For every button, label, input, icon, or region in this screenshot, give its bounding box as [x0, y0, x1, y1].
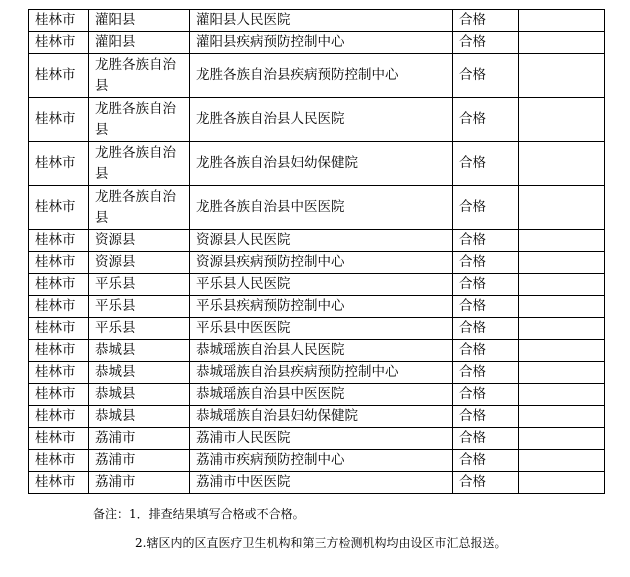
result-cell: 合格 — [453, 450, 519, 472]
extra-cell — [519, 32, 605, 54]
extra-cell — [519, 10, 605, 32]
table-row — [29, 384, 605, 406]
county-cell: 平乐县 — [89, 296, 190, 318]
extra-cell — [519, 186, 605, 230]
note-line-1: 备注：1．排查结果填写合格或不合格。 — [93, 507, 305, 521]
institution-cell: 资源县人民医院 — [190, 230, 453, 252]
institution-cell: 恭城瑶族自治县人民医院 — [190, 340, 453, 362]
result-cell: 合格 — [453, 98, 519, 142]
county-cell: 龙胜各族自治县 — [89, 142, 190, 186]
city-cell: 桂林市 — [29, 472, 89, 494]
city-cell: 桂林市 — [29, 32, 89, 54]
extra-cell — [519, 230, 605, 252]
table-row — [29, 296, 605, 318]
county-cell: 荔浦市 — [89, 472, 190, 494]
table-body — [29, 10, 605, 494]
institution-cell: 荔浦市疾病预防控制中心 — [190, 450, 453, 472]
table-row — [29, 318, 605, 340]
city-cell: 桂林市 — [29, 340, 89, 362]
institution-cell: 平乐县中医医院 — [190, 318, 453, 340]
table-row — [29, 10, 605, 32]
institution-cell: 龙胜各族自治县中医医院 — [190, 186, 453, 230]
extra-cell — [519, 318, 605, 340]
result-cell: 合格 — [453, 230, 519, 252]
table-row — [29, 252, 605, 274]
city-cell: 桂林市 — [29, 406, 89, 428]
institution-cell: 平乐县人民医院 — [190, 274, 453, 296]
institution-cell: 恭城瑶族自治县疾病预防控制中心 — [190, 362, 453, 384]
result-cell: 合格 — [453, 296, 519, 318]
institution-cell: 荔浦市人民医院 — [190, 428, 453, 450]
table-row — [29, 274, 605, 296]
county-cell: 恭城县 — [89, 340, 190, 362]
extra-cell — [519, 428, 605, 450]
extra-cell — [519, 98, 605, 142]
result-cell: 合格 — [453, 428, 519, 450]
county-cell: 荔浦市 — [89, 428, 190, 450]
city-cell: 桂林市 — [29, 428, 89, 450]
county-cell: 龙胜各族自治县 — [89, 98, 190, 142]
city-cell: 桂林市 — [29, 274, 89, 296]
county-cell: 荔浦市 — [89, 450, 190, 472]
extra-cell — [519, 142, 605, 186]
city-cell: 桂林市 — [29, 318, 89, 340]
result-cell: 合格 — [453, 186, 519, 230]
extra-cell — [519, 296, 605, 318]
table-row — [29, 142, 605, 186]
extra-cell — [519, 450, 605, 472]
table-row — [29, 54, 605, 98]
county-cell: 平乐县 — [89, 318, 190, 340]
result-cell: 合格 — [453, 54, 519, 98]
city-cell: 桂林市 — [29, 10, 89, 32]
extra-cell — [519, 274, 605, 296]
table-row — [29, 230, 605, 252]
county-cell: 恭城县 — [89, 362, 190, 384]
table-row — [29, 98, 605, 142]
table-row — [29, 450, 605, 472]
city-cell: 桂林市 — [29, 54, 89, 98]
table-row — [29, 428, 605, 450]
city-cell: 桂林市 — [29, 296, 89, 318]
city-cell: 桂林市 — [29, 384, 89, 406]
table-row — [29, 340, 605, 362]
institution-cell: 恭城瑶族自治县妇幼保健院 — [190, 406, 453, 428]
county-cell: 恭城县 — [89, 406, 190, 428]
result-cell: 合格 — [453, 406, 519, 428]
city-cell: 桂林市 — [29, 450, 89, 472]
result-cell: 合格 — [453, 384, 519, 406]
institution-cell: 灌阳县疾病预防控制中心 — [190, 32, 453, 54]
institution-cell: 龙胜各族自治县人民医院 — [190, 98, 453, 142]
extra-cell — [519, 472, 605, 494]
result-cell: 合格 — [453, 252, 519, 274]
county-cell: 灌阳县 — [89, 10, 190, 32]
result-cell: 合格 — [453, 32, 519, 54]
county-cell: 灌阳县 — [89, 32, 190, 54]
institution-cell: 资源县疾病预防控制中心 — [190, 252, 453, 274]
extra-cell — [519, 340, 605, 362]
county-cell: 资源县 — [89, 252, 190, 274]
result-cell: 合格 — [453, 10, 519, 32]
city-cell: 桂林市 — [29, 142, 89, 186]
city-cell: 桂林市 — [29, 252, 89, 274]
institution-cell: 荔浦市中医医院 — [190, 472, 453, 494]
result-cell: 合格 — [453, 142, 519, 186]
table-row — [29, 362, 605, 384]
extra-cell — [519, 54, 605, 98]
extra-cell — [519, 252, 605, 274]
result-cell: 合格 — [453, 362, 519, 384]
inspection-results-table — [28, 9, 605, 494]
result-cell: 合格 — [453, 274, 519, 296]
table-row — [29, 472, 605, 494]
county-cell: 恭城县 — [89, 384, 190, 406]
city-cell: 桂林市 — [29, 230, 89, 252]
city-cell: 桂林市 — [29, 186, 89, 230]
extra-cell — [519, 362, 605, 384]
institution-cell: 龙胜各族自治县疾病预防控制中心 — [190, 54, 453, 98]
county-cell: 龙胜各族自治县 — [89, 54, 190, 98]
extra-cell — [519, 406, 605, 428]
table-row — [29, 406, 605, 428]
institution-cell: 恭城瑶族自治县中医医院 — [190, 384, 453, 406]
city-cell: 桂林市 — [29, 98, 89, 142]
table-row — [29, 32, 605, 54]
result-cell: 合格 — [453, 318, 519, 340]
city-cell: 桂林市 — [29, 362, 89, 384]
county-cell: 龙胜各族自治县 — [89, 186, 190, 230]
extra-cell — [519, 384, 605, 406]
institution-cell: 平乐县疾病预防控制中心 — [190, 296, 453, 318]
institution-cell: 龙胜各族自治县妇幼保健院 — [190, 142, 453, 186]
county-cell: 平乐县 — [89, 274, 190, 296]
result-cell: 合格 — [453, 472, 519, 494]
note-line-2: 2.辖区内的区直医疗卫生机构和第三方检测机构均由设区市汇总报送。 — [135, 536, 507, 550]
result-cell: 合格 — [453, 340, 519, 362]
county-cell: 资源县 — [89, 230, 190, 252]
institution-cell: 灌阳县人民医院 — [190, 10, 453, 32]
table-row — [29, 186, 605, 230]
